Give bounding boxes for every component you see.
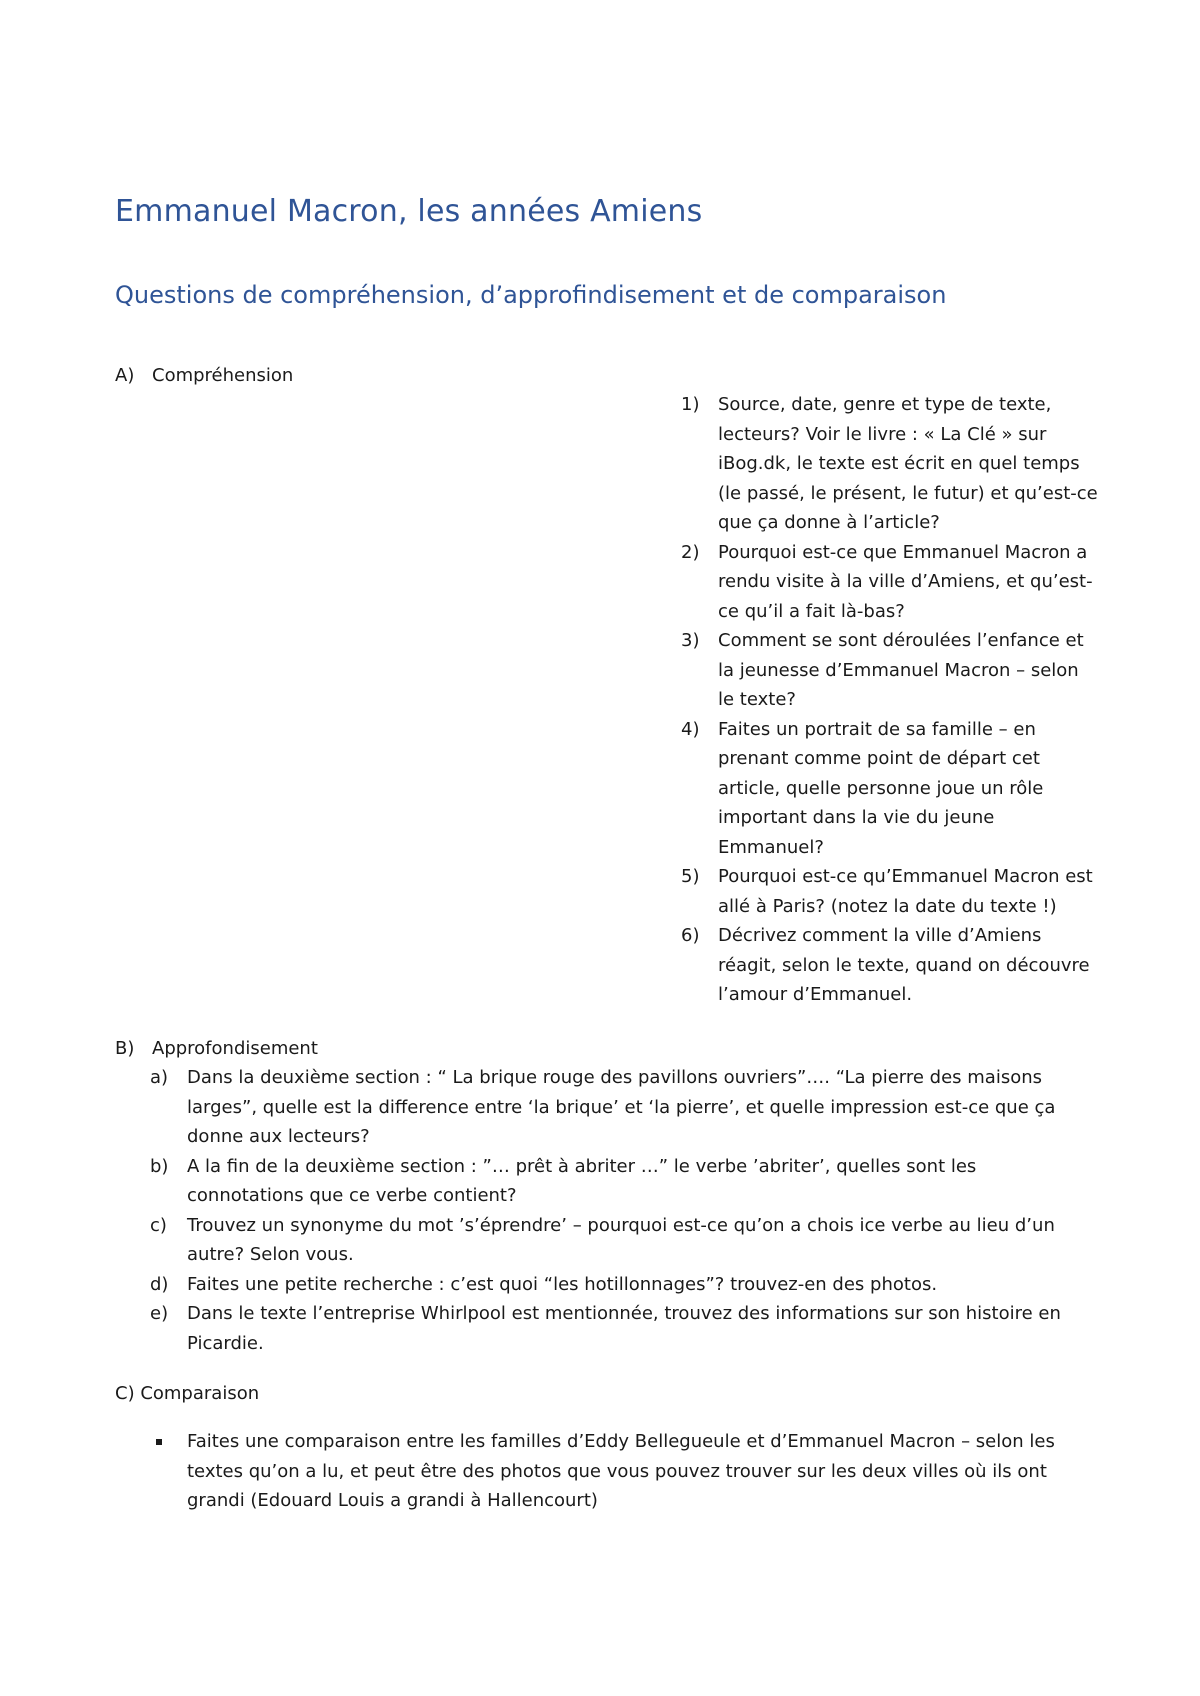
list-item-number: 1) <box>681 394 700 415</box>
list-item-text: Faites un portrait de sa famille – en prenant comme point de départ cet article, quelle personne joue un rôle important dans la vie du jeune Emmanuel? <box>718 718 1044 858</box>
list-item <box>150 1063 1097 1152</box>
section-c-heading: C) Comparaison <box>115 1383 260 1404</box>
list-item <box>681 921 1098 1010</box>
section-a-marker: A) <box>115 365 135 386</box>
document-title: Emmanuel Macron, les années Amiens <box>115 194 703 229</box>
list-item-text: Trouvez un synonyme du mot ’s’éprendre’ – pourquoi est-ce qu’on a chois ice verbe au lieu d’un autre? Selon vous. <box>187 1214 1055 1265</box>
list-item-text: A la fin de la deuxième section : ”… prêt à abriter …” le verbe ’abriter’, quelles sont les connotations que ce verbe contient? <box>187 1155 977 1206</box>
list-item-text: Pourquoi est-ce qu’Emmanuel Macron est allé à Paris? (notez la date du texte !) <box>718 866 1093 917</box>
list-item <box>681 862 1098 921</box>
list-item-number: 6) <box>681 925 700 946</box>
approfondissement-question-list <box>150 1063 1097 1358</box>
list-item-number: 5) <box>681 866 700 887</box>
list-item <box>681 715 1098 863</box>
comprehension-question-list <box>681 390 1098 1010</box>
list-item-number: 4) <box>681 718 700 740</box>
comparaison-bullet-list <box>187 1427 1097 1516</box>
section-a-title: Compréhension <box>152 365 294 386</box>
list-item <box>681 626 1098 715</box>
list-item <box>150 1152 1097 1211</box>
list-item-letter: d) <box>150 1273 169 1295</box>
list-item-text: Source, date, genre et type de texte, lecteurs? Voir le livre : « La Clé » sur iBog.dk, le texte est écrit en quel temps (le passé, le présent, le futur) et qu’est-ce que ça donne à l’article? <box>718 394 1098 533</box>
list-item-text: Pourquoi est-ce que Emmanuel Macron a rendu visite à la ville d’Amiens, et qu’est-ce qu’il a fait là-bas? <box>718 541 1093 622</box>
document-subtitle: Questions de compréhension, d’approfindisement et de comparaison <box>115 281 947 309</box>
list-item-letter: e) <box>150 1303 169 1324</box>
list-item <box>150 1211 1097 1270</box>
list-item-text: Faites une comparaison entre les familles d’Eddy Bellegueule et d’Emmanuel Macron – selon les textes qu’on a lu, et peut être des photos que vous pouvez trouver sur les deux villes où ils ont grandi (Edouard Louis a grandi à Hallencourt) <box>187 1431 1055 1511</box>
list-item <box>681 390 1098 538</box>
list-item-text: Faites une petite recherche : c’est quoi “les hotillonnages”? trouvez-en des photos. <box>187 1273 938 1295</box>
list-item-number: 3) <box>681 630 700 651</box>
list-item-text: Dans la deuxième section : “ La brique rouge des pavillons ouvriers”…. “La pierre des maisons larges”, quelle est la difference entre ‘la brique’ et ‘la pierre’, et quelle impression est-ce que ça donne aux lecteurs? <box>187 1067 1056 1147</box>
section-b-marker: B) <box>115 1038 135 1059</box>
list-item-number: 2) <box>681 541 700 563</box>
list-item <box>187 1427 1097 1516</box>
list-item-text: Décrivez comment la ville d’Amiens réagit, selon le texte, quand on découvre l’amour d’Emmanuel. <box>718 925 1090 1005</box>
section-b-title: Approfondisement <box>152 1038 318 1059</box>
square-bullet-icon <box>156 1439 162 1445</box>
list-item-text: Dans le texte l’entreprise Whirlpool est mentionnée, trouvez des informations sur son histoire en Picardie. <box>187 1303 1061 1354</box>
list-item-text: Comment se sont déroulées l’enfance et la jeunesse d’Emmanuel Macron – selon le texte? <box>718 630 1084 710</box>
list-item-letter: c) <box>150 1214 167 1236</box>
list-item <box>681 538 1098 627</box>
list-item-letter: b) <box>150 1155 169 1177</box>
section-a-heading <box>115 361 293 391</box>
section-b-heading <box>115 1034 318 1064</box>
list-item-letter: a) <box>150 1067 169 1088</box>
list-item <box>150 1270 1097 1300</box>
list-item <box>150 1299 1097 1358</box>
